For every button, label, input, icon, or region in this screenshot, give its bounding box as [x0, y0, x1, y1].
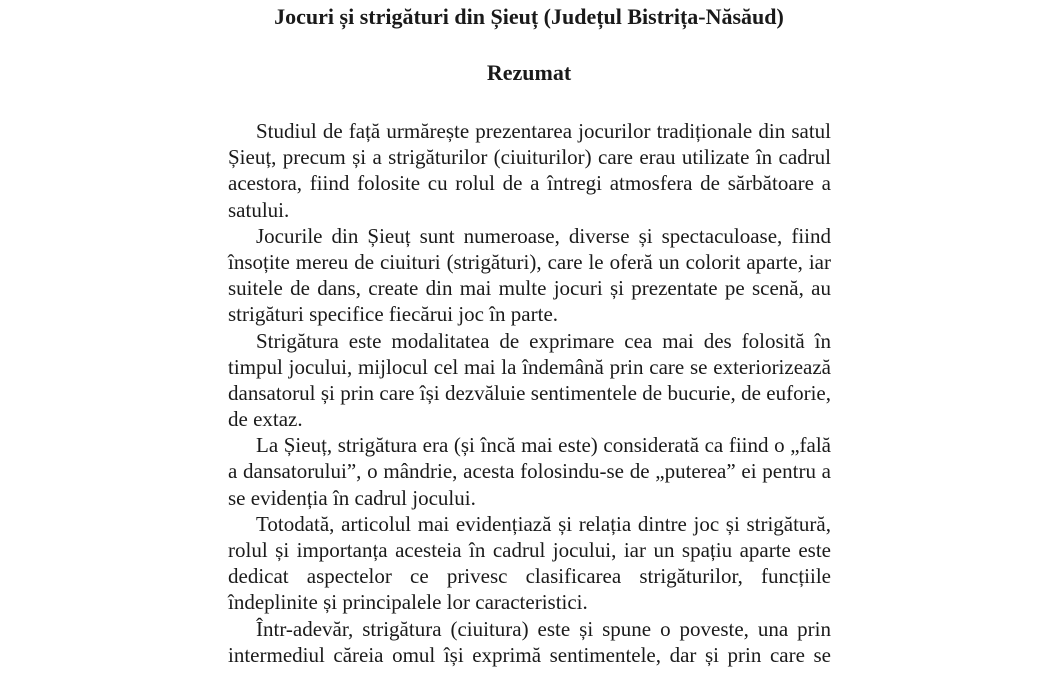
text-line: Studiul de față urmărește prezentarea jocurilor tradiționale din satul: [256, 119, 831, 143]
text-line: timpul jocului, mijlocul cel mai la îndemână prin care se exteriorizează: [228, 354, 831, 379]
text-line: Totodată, articolul mai evidențiază și relația dintre joc și strigătură,: [256, 511, 831, 536]
paragraph: [228, 432, 831, 511]
text-line: intermediul căreia omul își exprimă sentimentele, dar și prin care se: [228, 642, 831, 667]
text-line: dansatorul și prin care își dezvăluie sentimentele de bucurie, de euforie,: [228, 380, 831, 405]
text-line: La Șieuț, strigătura era (și încă mai este) considerată ca fiind o „fală: [256, 433, 831, 458]
text-line: suitele de dans, create din mai multe jocuri și prezentate pe scenă, au: [228, 276, 831, 301]
text-line: se evidenția în cadrul jocului.: [228, 485, 476, 510]
text-line: îndeplinite și principalele lor caracteristici.: [228, 590, 588, 615]
paragraph: [228, 328, 831, 433]
text-line: Într-adevăr, strigătura (ciuitura) este și spune o poveste, una prin: [256, 616, 831, 641]
text-line: strigături specifice fiecărui joc în parte.: [228, 302, 559, 327]
paragraph: [228, 511, 831, 616]
text-line: de extaz.: [228, 407, 303, 432]
text-line: Șieuț, precum și a strigăturilor (ciuiturilor) care erau utilizate în cadrul: [228, 145, 831, 170]
text-line: acestora, fiind folosite cu rolul de a întregi atmosfera de sărbătoare a: [228, 171, 831, 196]
text-line: a dansatorului”, o mândrie, acesta folosindu-se de „puterea” ei pentru a: [228, 459, 831, 484]
text-line: rolul și importanța acesteia în cadrul jocului, iar un spațiu aparte este: [228, 538, 831, 562]
text-line: satului.: [228, 197, 290, 222]
text-line: Jocurile din Șieuț sunt numeroase, diverse și spectaculoase, fiind: [256, 223, 831, 248]
text-line: dedicat aspectelor ce privesc clasificarea strigăturilor, funcțiile: [228, 564, 831, 589]
paragraph: [228, 616, 831, 668]
text-line: însoțite mereu de ciuituri (strigături), care le oferă un colorit aparte, iar: [228, 249, 831, 274]
paragraph: [228, 223, 831, 328]
paragraph: [228, 118, 831, 223]
section-heading: Rezumat: [486, 60, 572, 85]
document-title: Jocuri și strigături din Șieuț (Județul Bistrița-Năsăud): [274, 4, 784, 29]
text-line: Strigătura este modalitatea de exprimare cea mai des folosită în: [256, 328, 831, 353]
abstract-body: [228, 118, 831, 668]
